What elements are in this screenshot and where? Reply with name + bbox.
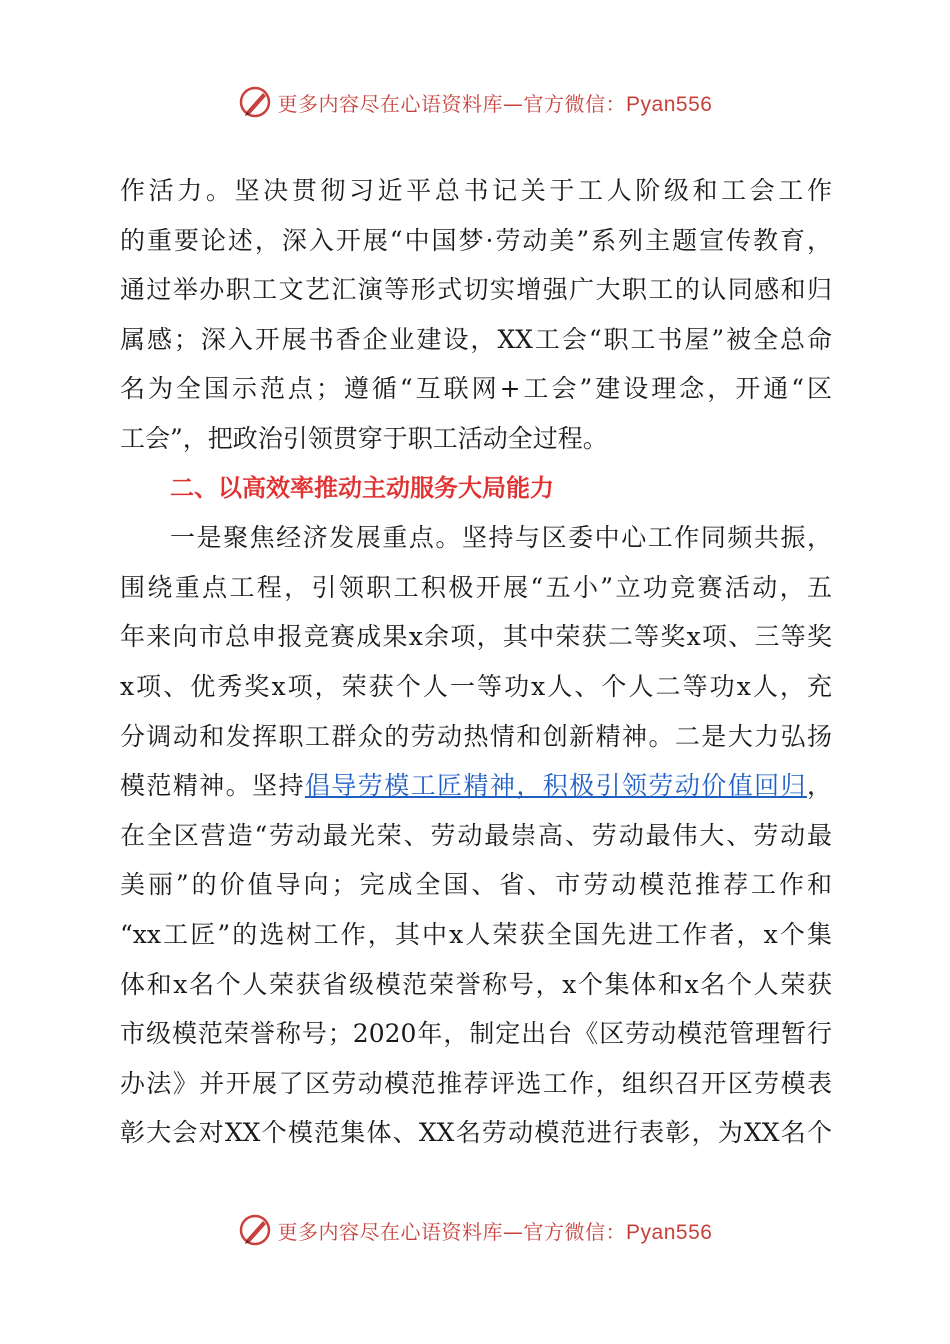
document-body	[120, 166, 832, 1158]
text-line-with-link	[120, 761, 832, 811]
text-line: 办法》并开展了区劳动模范推荐评选工作，组织召开区劳模表	[120, 1068, 832, 1098]
link-line-suffix: ，	[806, 771, 832, 801]
text-line: 市级模范荣誉称号；2020年，制定出台《区劳动模范管理暂行	[120, 1019, 832, 1049]
watermark-text: 更多内容尽在心语资料库—官方微信：Pyan556	[277, 91, 713, 116]
text-line: 的重要论述，深入开展“中国梦·劳动美”系列主题宣传教育，	[120, 225, 832, 255]
text-line: 彰大会对XX个模范集体、XX名劳动模范进行表彰，为XX名个	[120, 1118, 832, 1148]
text-line: 作活力。坚决贯彻习近平总书记关于工人阶级和工会工作	[120, 176, 832, 205]
pen-circle-logo-icon	[238, 84, 274, 120]
watermark-text: 更多内容尽在心语资料库—官方微信：Pyan556	[277, 1219, 713, 1244]
pen-circle-logo-icon	[238, 1212, 274, 1248]
text-line: 年来向市总申报竞赛成果x余项，其中荣获二等奖x项、三等奖	[120, 622, 832, 652]
text-line: x项、优秀奖x项，荣获个人一等功x人、个人二等功x人，充	[120, 671, 832, 701]
link-line-prefix: 模范精神。坚持	[120, 771, 305, 801]
text-line: 一是聚焦经济发展重点。坚持与区委中心工作同频共振，	[170, 523, 832, 553]
text-line: 体和x名个人荣获省级模范荣誉称号，x个集体和x名个人荣获	[120, 969, 832, 999]
text-line: 通过举办职工文艺汇演等形式切实增强广大职工的认同感和归	[120, 275, 832, 305]
text-line: 属感；深入开展书香企业建设，XX工会“职工书屋”被全总命	[120, 324, 832, 354]
section-heading: 二、以高效率推动主动服务大局能力	[170, 473, 554, 502]
inline-hyperlink[interactable]: 倡导劳模工匠精神，积极引领劳动价值回归	[304, 771, 807, 801]
text-line: 美丽”的价值导向；完成全国、省、市劳动模范推荐工作和	[120, 870, 832, 900]
text-line: 在全区营造“劳动最光荣、劳动最崇高、劳动最伟大、劳动最	[120, 820, 832, 850]
watermark-banner-bottom	[0, 1210, 950, 1250]
watermark-banner-top	[0, 82, 950, 122]
text-line: 分调动和发挥职工群众的劳动热情和创新精神。二是大力弘扬	[120, 721, 832, 751]
text-line: 围绕重点工程，引领职工积极开展“五小”立功竞赛活动，五	[120, 572, 832, 602]
text-line: 名为全国示范点；遵循“互联网+工会”建设理念，开通“区	[120, 374, 832, 404]
text-line: 工会”，把政治引领贯穿于职工活动全过程。	[120, 423, 608, 453]
text-line: “xx工匠”的选树工作，其中x人荣获全国先进工作者，x个集	[120, 919, 832, 949]
